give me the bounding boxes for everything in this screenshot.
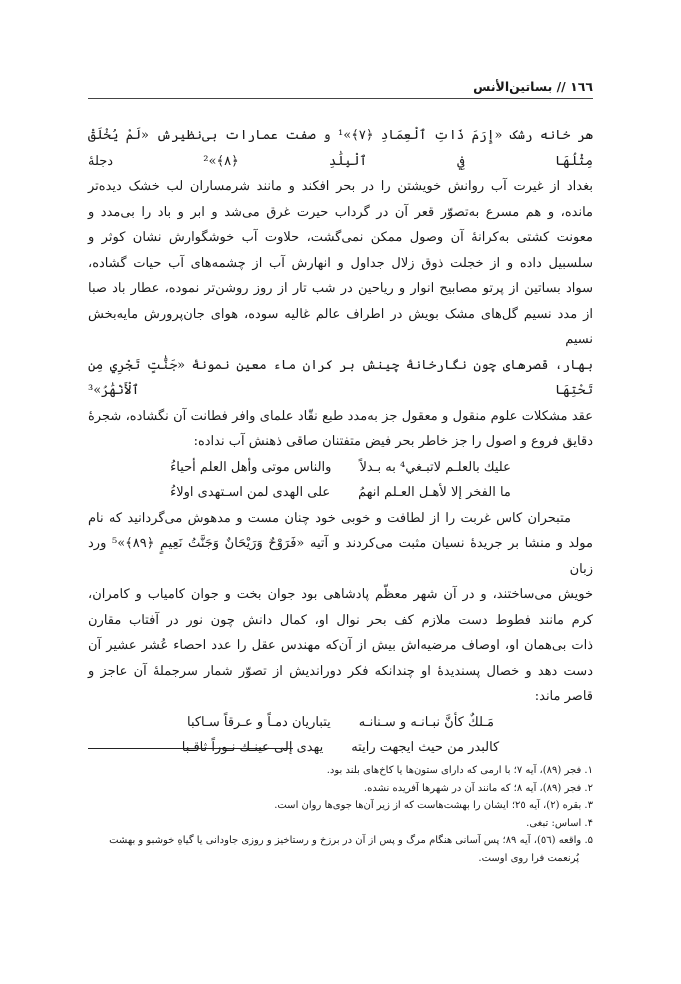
verse-hemistich-right: ما الفخر إلا لأهـل العـلم انهمُ <box>358 485 511 500</box>
text-line: بغداد از غیرت آب روانش خویشتن را در بحر افکند و مانند شرمساران لب خشک دیده‌تر <box>88 179 593 194</box>
main-text <box>88 123 593 761</box>
text-line: متبحران کاس غربت را از لطافت و خوبی خود چنان مست و مدهوش می‌گردانید که نام <box>88 510 571 526</box>
footnote: ١. فجر (٨٩)، آیه ٧؛ با ارمی که دارای ستون‌ها یا کاخ‌های بلند بود. <box>326 765 593 776</box>
text-line: دست دهد و خصال پسندیدهٔ او چندانکه فکر دوراندیش از تصوّر شمار سرجملهٔ آن عاجز و <box>88 663 593 679</box>
footnote: ٣. بقره (٢)، آیه ٢٥؛ ایشان را بهشت‌هاست که از زیر آن‌ها جوی‌ها روان است. <box>274 800 593 811</box>
header-rule <box>88 98 593 99</box>
verse-hemistich-right: مَـلكٌ كأنَّ نبـانـه و سـنانـه <box>358 714 495 730</box>
verse-line <box>88 710 593 736</box>
verse-line <box>88 480 593 506</box>
verse-hemistich-left: يتباريان دمـاً و عـرقاً سـاكبا <box>186 714 331 730</box>
text-line: معونت کشتی به‌کرانهٔ آن وصول ممکن نمی‌گشت، حلاوت آب خوشگوارش نشان کوثر و <box>88 230 593 245</box>
text-line: عقد مشکلات علوم منقول و معقول جز به‌مدد طبع نقّاد علمای وافر فطانت آن نگشاده، شجرهٔ <box>88 408 593 424</box>
verse-hemistich-left: على الهدى لمن اسـتهدى اولاءُ <box>170 485 331 500</box>
verse-hemistich-left: يهدى إلى عينـك نـوراً ثاقـبا <box>181 740 324 755</box>
footnote-continuation: پُرنعمت فرا روی اوست. <box>478 852 579 864</box>
running-header <box>88 78 593 98</box>
text-line: مانده، و هم مسرع به‌تصوّر قعر آن در گرداب حیرت غرق می‌شد و ابر و باد را بی‌مدد و <box>88 204 593 220</box>
footnote-divider <box>88 748 293 749</box>
footnotes <box>88 762 593 867</box>
verse-line <box>88 455 593 481</box>
text-line: سلسبیل داده و از خجلت ذوق زلال جداول و انهارش آب از چشمه‌های آب حیات گشاده، <box>88 255 593 271</box>
footnote: ۵. واقعه (٥٦)، آیه ٨٩؛ پس آسانی هنگام مرگ و پس از آن در برزخ و رستاخیز و روزی جاودانی یا گیاهِ خوشبو و بهشت <box>109 835 593 846</box>
text-line: دقایق فروع و اصول را جز خاطر بحر فیض متفتنان صاقی ذهنش آب نداده: <box>193 434 593 449</box>
text-line: خویش می‌ساختند، و در آن شهر معظّم پادشاهی بود جوان بخت و جوان کامیاب و کامران، <box>88 587 593 602</box>
verse-hemistich-left: والناس موتى وأهل العلم أحياءُ <box>170 459 332 475</box>
text-line: قاصر ماند: <box>534 689 593 704</box>
verse-hemistich-right: عليك بالعلـم لاتبـغي⁴ به بـدلاً <box>359 459 511 475</box>
text-line: بهار، قصرهای چون نگارخانهٔ چینش بر کران ماء معین نمونهٔ «جَنَّٰتٍ تَجْرِي مِن تَحْتِهَا ٱلْأَنْهَٰرُ»³ <box>88 357 593 398</box>
footnote: ۴. اساس: تبغی. <box>526 817 593 829</box>
verse-hemistich-right: كالبدر من حيث ايجهت رايته <box>351 740 500 755</box>
text-line: سواد بساتین از پرتو مصابیح انوار و ریاحین در شب تار از روز روشن‌تر نموده، عطار باد صبا <box>88 281 593 296</box>
page-title: ١٦٦ // بساتين‌الأنس <box>473 79 593 94</box>
text-line: ذات بی‌همان او، اوصاف مرضیه‌اش بیش از آن‌که مهندس عقل را عدد احصاء عُشر عشیر آن <box>88 638 593 653</box>
footnote: ٢. فجر (٨٩)، آیه ٨؛ که مانند آن در شهرها آفریده نشده. <box>363 782 593 794</box>
text-line: کرم مانند فطوط دست ملازم کف بحر نوال او، کمال دانش چون نور در آفتاب مقارن <box>88 612 593 628</box>
text-line: هر خانه رشک «إِرَمَ ذَاتِ ٱلْعِمَادِ ﴿٧﴾»¹ و صفت عمارات بی‌نظیرش «لَمْ يُخْلَقْ مِثْلُهَا فِي ٱلْبِلَٰدِ ﴿٨﴾»² دجلهٔ <box>88 128 593 169</box>
text-line: مولد و منشا بر جریدهٔ نسیان مثبت می‌کردند و آتیه «فَرَوْحٌ وَرَيْحَانٌ وَجَنَّتُ نَعِيمٍ ﴿٨٩﴾»⁵ ورد زبان <box>88 536 593 577</box>
text-line: از مدد نسیم گل‌های مشک بویش در اطراف عالم غالیه سوده، هوای جان‌پرورش مایه‌بخش نسیم <box>88 306 593 347</box>
